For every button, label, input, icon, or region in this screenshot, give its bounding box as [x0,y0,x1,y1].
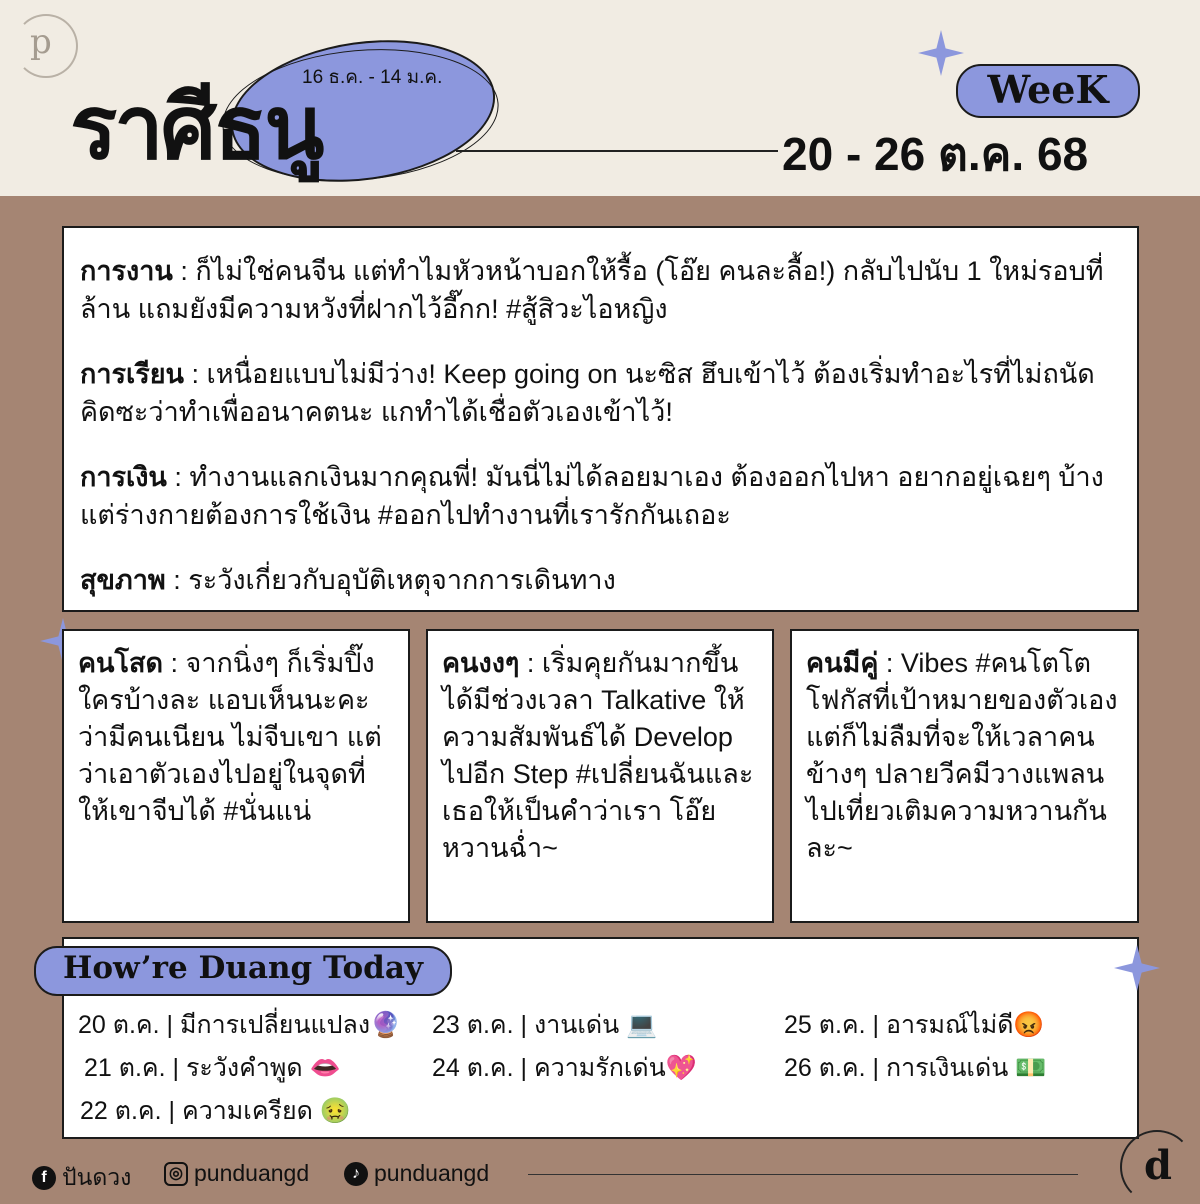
instagram-handle: punduangd [194,1160,310,1186]
header-band [0,0,1200,196]
instagram-icon: ◎ [164,1162,188,1186]
study-text: : เหนื่อยแบบไม่มีว่าง! Keep going on นะซิส ฮึบเข้าไว้ ต้องเริ่มทำอะไรที่ไม่ถนัด คิดซะว่าทำเพื่ออนาคตนะ แกทำได้เชื่อตัวเองเข้าไว้! [80,359,1095,427]
study-label: การเรียน [80,359,185,389]
header-divider [456,150,778,152]
zodiac-title: ราศีธนู [70,78,322,177]
week-label: WeeK [987,67,1109,112]
instagram-link[interactable] [164,1160,309,1187]
money-label: การเงิน [80,462,167,492]
facebook-link[interactable] [32,1160,131,1196]
situationship-forecast [442,645,758,867]
main-forecast-box [62,226,1139,612]
day-forecast: 24 ต.ค. | ความรักเด่น💖 [432,1054,697,1082]
day-forecast: 26 ต.ค. | การเงินเด่น 💵 [784,1054,1047,1082]
health-label: สุขภาพ [80,565,166,595]
couple-label: คนมีคู่ [806,648,879,678]
tiktok-link[interactable] [344,1160,489,1187]
couple-text: : Vibes #คนโตโต โฟกัสที่เป้าหมายของตัวเอง แต่ก็ไม่ลืมที่จะให้เวลาคนข้างๆ ปลายวีคมีวางแพลนไปเที่ยวเติมความหวานกันละ~ [806,648,1118,863]
single-forecast-box [62,629,410,923]
day-forecast: 25 ต.ค. | อารมณ์ไม่ดี😡 [784,1011,1045,1039]
study-forecast [80,355,1121,431]
situationship-label: คนงงๆ [442,648,520,678]
couple-forecast [806,645,1123,867]
day-forecast: 22 ต.ค. | ความเครียด 🤢 [80,1097,351,1125]
situationship-forecast-box [426,629,774,923]
work-label: การงาน [80,256,173,286]
tiktok-handle: punduangd [374,1160,490,1186]
money-forecast [80,458,1121,534]
situationship-text: : เริ่มคุยกันมากขึ้น ได้มีช่วงเวลา Talkative ให้ความสัมพันธ์ได้ Develop ไปอีก Step #เปลี่ยนฉันและเธอให้เป็นคำว่าเรา โอ๊ยหวานฉ่ำ~ [442,648,754,863]
footer-divider [528,1174,1078,1175]
daily-forecast-title-badge [34,946,452,996]
health-text: : ระวังเกี่ยวกับอุบัติเหตุจากการเดินทาง [165,565,616,595]
single-forecast [78,645,394,830]
week-dates: 20 - 26 ต.ค. 68 [782,128,1089,180]
couple-forecast-box [790,629,1139,923]
day-forecast: 20 ต.ค. | มีการเปลี่ยนแปลง🔮 [78,1011,402,1039]
health-forecast [80,561,1121,599]
single-text: : จากนิ่งๆ ก็เริ่มปิ๊ง ใครบ้างละ แอบเห็นนะคะ ว่ามีคนเนียน ไม่จีบเขา แต่ว่าเอาตัวเองไปอยู่ในจุดที่ให้เขาจีบได้ #นั่นแน่ [78,648,382,826]
day-forecast: 23 ต.ค. | งานเด่น 💻 [432,1011,658,1039]
tiktok-icon: ♪ [344,1162,368,1186]
day-forecast: 21 ต.ค. | ระวังคำพูด 👄 [84,1054,341,1082]
money-text: : ทำงานแลกเงินมากคุณพี่! มันนี่ไม่ได้ลอยมาเอง ต้องออกไปหา อยากอยู่เฉยๆ บ้างแต่ร่างกายต้องการใช้เงิน #ออกไปทำงานที่เรารักกันเถอะ [80,462,1104,530]
facebook-handle: ปันดวง [62,1164,132,1190]
zodiac-date-range: 16 ธ.ค. - 14 ม.ค. [302,67,443,88]
work-forecast [80,252,1121,328]
facebook-icon: f [32,1166,56,1190]
brand-logo-d: d [1120,1130,1194,1204]
brand-logo-p: p [14,14,78,78]
week-badge [956,64,1140,118]
work-text: : ก็ไม่ใช่คนจีน แต่ทำไมหัวหน้าบอกให้รื้อ (โอ๊ย คนละลื้อ!) กลับไปนับ 1 ใหม่รอบที่ล้าน แถมยังมีความหวังที่ฝากไว้อี๊กก! #สู้สิวะไอหญิง [80,256,1104,324]
daily-forecast-title: How’re Duang Today [63,950,423,986]
single-label: คนโสด [78,648,164,678]
